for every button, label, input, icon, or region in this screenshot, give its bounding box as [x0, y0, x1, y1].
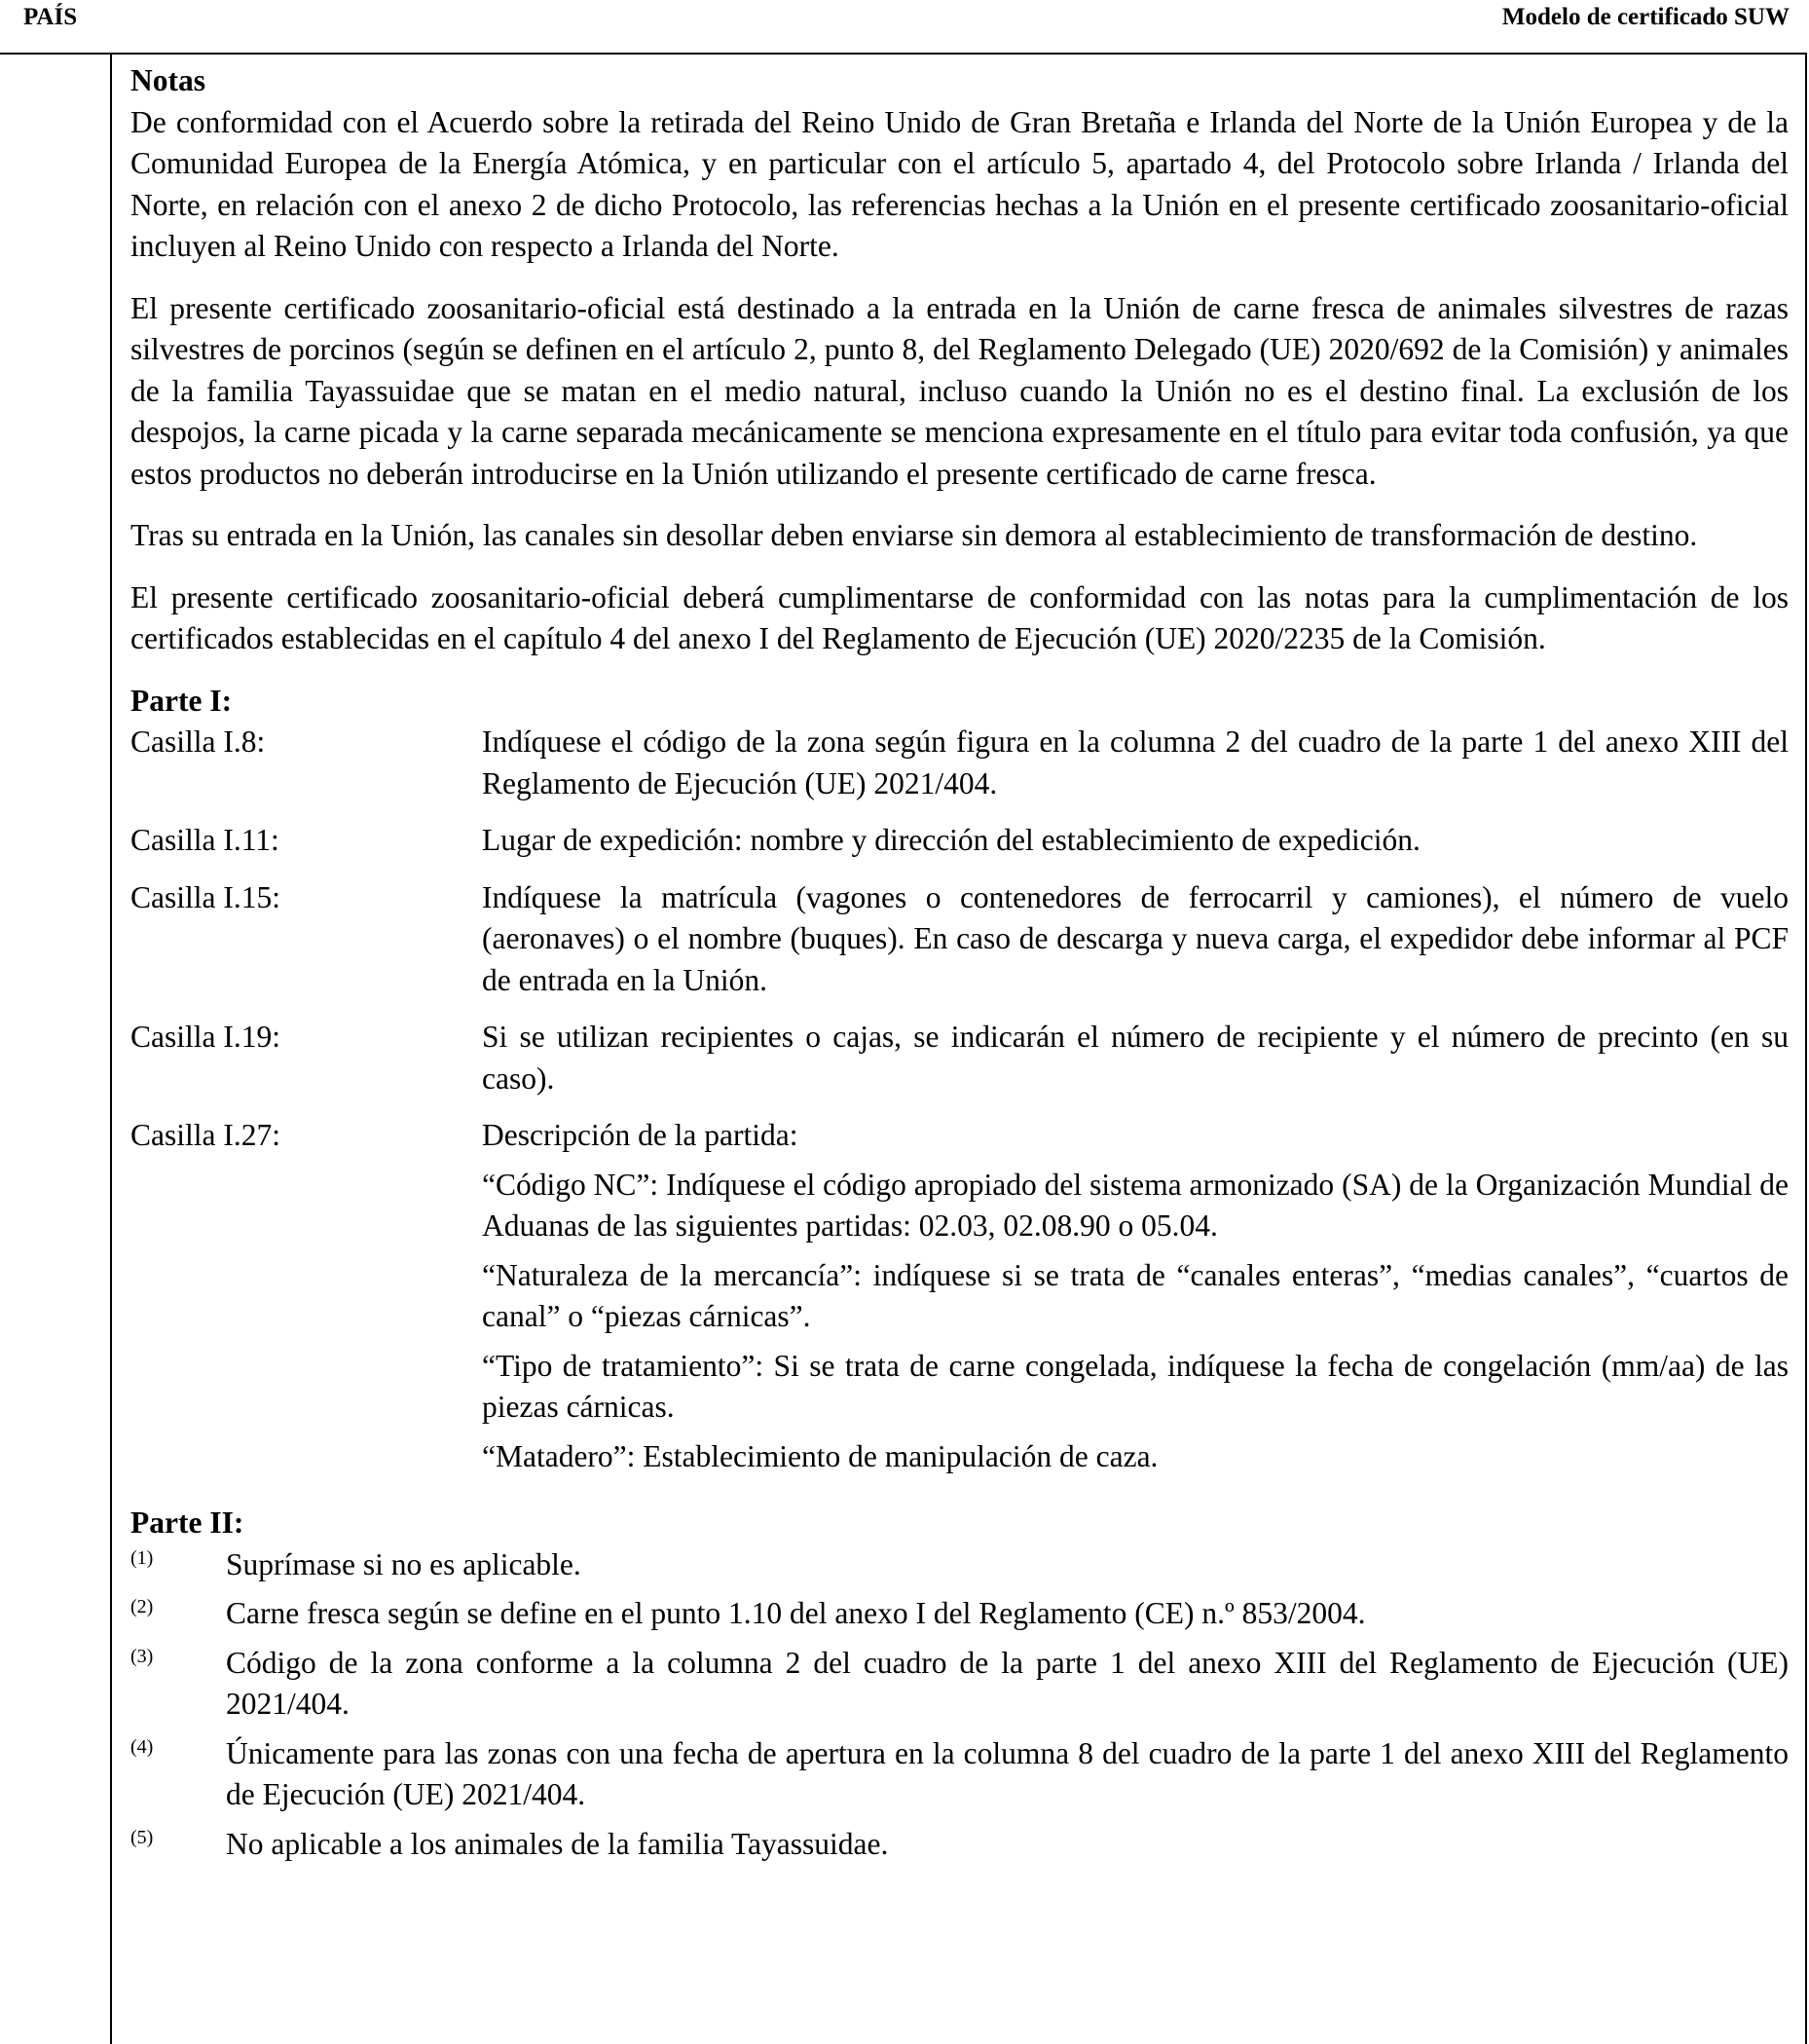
casilla-text: Si se utilizan recipientes o cajas, se indicarán el número de recipiente y el número de precinto (en su caso).	[482, 1020, 1789, 1096]
footnote-number: (3)	[130, 1645, 154, 1667]
footnote-number: (4)	[130, 1735, 154, 1758]
footnote-text: Carne fresca según se define en el punto 1.10 del anexo I del Reglamento (CE) n.º 853/2004.	[226, 1596, 1366, 1630]
casilla-label: Casilla I.11:	[130, 823, 279, 857]
casilla-label: Casilla I.8:	[130, 725, 266, 759]
footnote-row	[130, 1643, 1789, 1726]
casilla-label: Casilla I.19:	[130, 1020, 280, 1054]
casilla-label: Casilla I.27:	[130, 1118, 280, 1152]
notes-paragraph: De conformidad con el Acuerdo sobre la retirada del Reino Unido de Gran Bretaña e Irlanda del Norte de la Unión Europea y de la Comunidad Europea de la Energía Atómica, y en particular con el artículo 5, apartado 4, del Protocolo sobre Irlanda / Irlanda del Norte, en relación con el anexo 2 de dicho Protocolo, las referencias hechas a la Unión en el presente certificado zoosanitario-oficial incluyen al Reino Unido con respecto a Irlanda del Norte.	[130, 104, 1789, 263]
casilla-label: Casilla I.15:	[130, 879, 280, 914]
casilla-body	[482, 722, 1789, 812]
footnote-text: Únicamente para las zonas con una fecha de apertura en la columna 8 del cuadro de la parte 1 del anexo XIII del Reglamento de Ejecución (UE) 2021/404.	[226, 1735, 1789, 1811]
casilla-text: “Tipo de tratamiento”: Si se trata de carne congelada, indíquese la fecha de congelación (mm/aa) de las piezas cárnicas.	[482, 1348, 1789, 1424]
footnote-number: (5)	[130, 1826, 154, 1848]
header-model-title: Modelo de certificado SUW	[1501, 4, 1790, 30]
notes-paragraph: Tras su entrada en la Unión, las canales sin desollar deben enviarse sin demora al establecimiento de transformación de destino.	[130, 518, 1698, 552]
header-country: PAÍS	[23, 4, 78, 30]
casilla-body	[482, 1017, 1789, 1107]
notes-heading: Notas	[130, 63, 205, 97]
casilla-text: Lugar de expedición: nombre y dirección del establecimiento de expedición.	[482, 823, 1421, 857]
casilla-text: Descripción de la partida:	[482, 1118, 798, 1152]
casilla-text: Indíquese la matrícula (vagones o contenedores de ferrocarril y camiones), el número de vuelo (aeronaves) o el nombre (buques). En caso de descarga y nueva carga, el expedidor debe informar al PCF de entrada en la Unión.	[482, 879, 1789, 997]
notes-content	[130, 60, 1789, 1873]
footnote-number: (1)	[130, 1546, 154, 1569]
notes-paragraph: El presente certificado zoosanitario-oficial deberá cumplimentarse de conformidad con las notas para la cumplimentación de los certificados establecidas en el capítulo 4 del anexo I del Reglamento de Ejecución (UE) 2020/2235 de la Comisión.	[130, 579, 1789, 655]
casilla-row	[130, 820, 1789, 870]
casilla-body	[482, 1115, 1789, 1485]
casilla-row	[130, 1115, 1789, 1485]
left-column-divider	[110, 53, 112, 2044]
casilla-text: “Naturaleza de la mercancía”: indíquese si se trata de “canales enteras”, “medias canales”, “cuartos de canal” o “piezas cárnicas”.	[482, 1257, 1789, 1333]
casilla-text: “Matadero”: Establecimiento de manipulación de caza.	[482, 1438, 1159, 1473]
casilla-body	[482, 820, 1789, 870]
footnote-row	[130, 1544, 1789, 1586]
footnote-number: (2)	[130, 1596, 154, 1617]
footnote-row	[130, 1593, 1789, 1635]
part1-heading: Parte I:	[130, 683, 233, 718]
footnote-text: Código de la zona conforme a la columna 2 del cuadro de la parte 1 del anexo XIII del Reglamento de Ejecución (UE) 2021/404.	[226, 1645, 1789, 1721]
casilla-row	[130, 722, 1789, 812]
footnote-row	[130, 1733, 1789, 1816]
footnote-row	[130, 1824, 1789, 1866]
page-header	[0, 0, 1809, 39]
casilla-row	[130, 1017, 1789, 1107]
casilla-text: Indíquese el código de la zona según figura en la columna 2 del cuadro de la parte 1 del anexo XIII del Reglamento de Ejecución (UE) 2021/404.	[482, 725, 1789, 800]
casilla-row	[130, 877, 1789, 1010]
footnote-text: No aplicable a los animales de la familia Tayassuidae.	[226, 1826, 889, 1861]
part2-heading: Parte II:	[130, 1505, 244, 1540]
notes-paragraph: El presente certificado zoosanitario-oficial está destinado a la entrada en la Unión de carne fresca de animales silvestres de razas silvestres de porcinos (según se definen en el artículo 2, punto 8, del Reglamento Delegado (UE) 2020/692 de la Comisión) y animales de la familia Tayassuidae que se matan en el medio natural, incluso cuando la Unión no es el destino final. La exclusión de los despojos, la carne picada y la carne separada mecánicamente se menciona expresamente en el título para evitar toda confusión, ya que estos productos no deberán introducirse en la Unión utilizando el presente certificado de carne fresca.	[130, 290, 1789, 491]
casilla-body	[482, 877, 1789, 1010]
footnote-text: Suprímase si no es aplicable.	[226, 1546, 581, 1581]
casilla-text: “Código NC”: Indíquese el código apropiado del sistema armonizado (SA) de la Organización Mundial de Aduanas de las siguientes partidas: 02.03, 02.08.90 o 05.04.	[482, 1167, 1789, 1243]
